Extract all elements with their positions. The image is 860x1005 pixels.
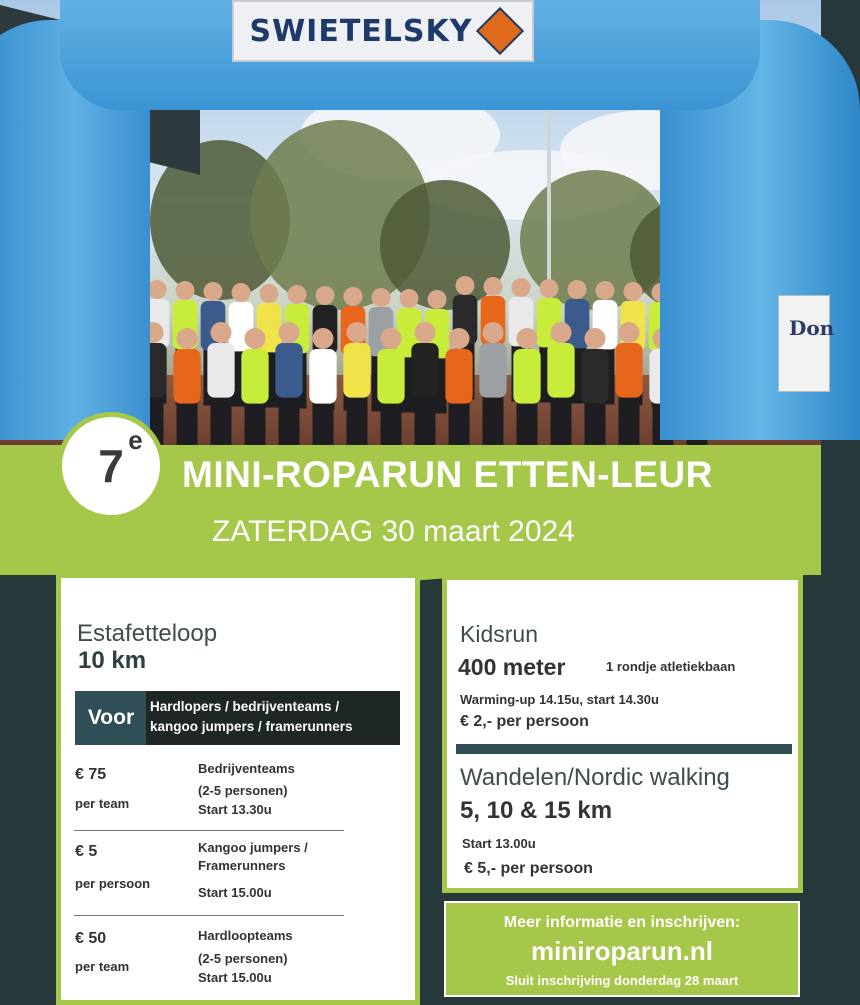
voor-audience (146, 691, 400, 745)
estafette-title: Estafetteloop (77, 620, 218, 647)
sponsor-banner (232, 0, 534, 62)
unit-hardloopteams: per team (75, 959, 130, 974)
voor-label: Voor (87, 706, 135, 729)
size-bedrijventeams: (2-5 personen) (198, 783, 288, 798)
kidsrun-distance-note: 1 rondje atletiekbaan (606, 659, 736, 674)
voor-audience-line1: Hardlopers / bedrijventeams / (150, 699, 340, 714)
start-hardloopteams: Start 15.00u (198, 970, 272, 985)
unit-kangoo: per persoon (75, 876, 151, 891)
event-photo (0, 0, 835, 445)
wandelen-start: Start 13.00u (462, 836, 536, 851)
divider (74, 830, 344, 831)
edition-badge (57, 412, 165, 520)
price-bedrijventeams: € 75 (75, 766, 107, 783)
website-link[interactable]: miniroparun.nl (531, 936, 713, 966)
registration-deadline: Sluit inschrijving donderdag 28 maart (505, 973, 739, 988)
name-hardloopteams: Hardloopteams (198, 928, 293, 943)
estafette-distance: 10 km (78, 647, 147, 674)
name2-kangoo: Framerunners (198, 858, 286, 873)
kidsrun-distance: 400 meter (458, 654, 566, 680)
kidsrun-times: Warming-up 14.15u, start 14.30u (460, 692, 659, 707)
start-bedrijventeams: Start 13.30u (198, 802, 272, 817)
section-separator (456, 744, 792, 754)
name-bedrijventeams: Bedrijventeams (198, 761, 295, 776)
side-sign (778, 295, 835, 392)
event-date: ZATERDAG 30 maart 2024 (212, 515, 575, 548)
wandelen-title: Wandelen/Nordic walking (460, 764, 730, 791)
edition-suffix: e (128, 425, 143, 455)
start-kangoo: Start 15.00u (198, 885, 272, 900)
wandelen-distances: 5, 10 & 15 km (460, 797, 613, 824)
page-title: MINI-ROPARUN ETTEN-LEUR (182, 454, 713, 495)
edition-number: 7 e (98, 425, 143, 492)
sponsor-logo-icon (475, 7, 523, 55)
wandelen-price: € 5,- per persoon (464, 860, 593, 877)
kidsrun-price: € 2,- per persoon (460, 713, 589, 730)
side-sign-text: Don (789, 316, 835, 340)
voor-audience-line2: kangoo jumpers / framerunners (150, 719, 353, 734)
sponsor-banner-text: SWIETELSKY (249, 13, 473, 49)
size-hardloopteams: (2-5 personen) (198, 951, 288, 966)
kidsrun-title: Kidsrun (460, 621, 538, 647)
price-hardloopteams: € 50 (75, 930, 107, 947)
info-title: Meer informatie en inschrijven: (503, 914, 741, 931)
unit-bedrijventeams: per team (75, 796, 130, 811)
info-panel (444, 901, 800, 997)
name-kangoo: Kangoo jumpers / (198, 840, 308, 855)
divider (74, 915, 344, 916)
voor-label-box (75, 691, 147, 745)
price-kangoo: € 5 (75, 843, 98, 860)
